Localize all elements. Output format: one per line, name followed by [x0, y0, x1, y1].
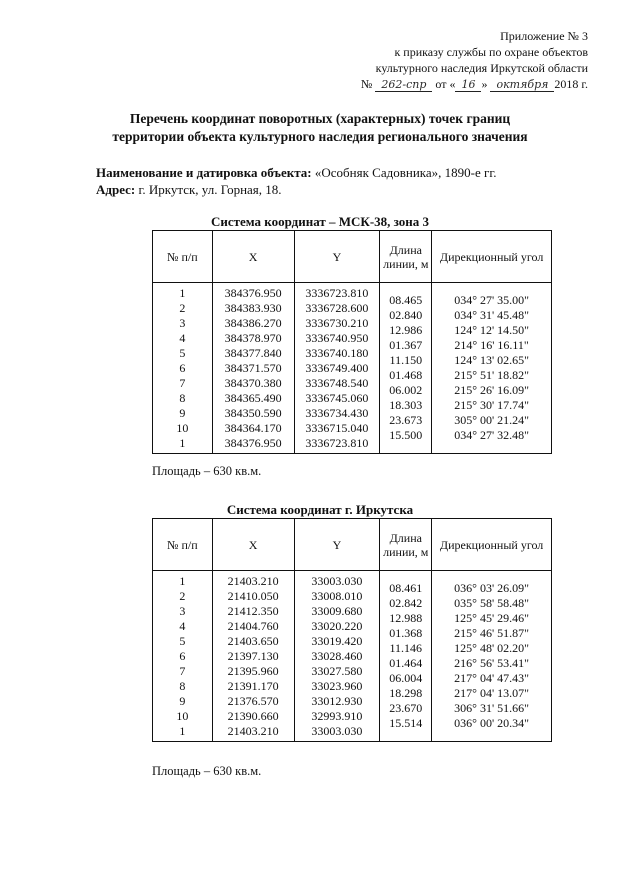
- appendix-line-3: культурного наследия Иркутской области: [375, 61, 588, 75]
- table1-header-y: Y: [294, 231, 380, 283]
- cell-value: 06.002: [389, 383, 423, 397]
- table-row: [153, 571, 552, 742]
- table1-header-angle: Дирекционный угол: [432, 231, 552, 283]
- cell-value: 384376.950: [224, 436, 282, 450]
- order-number-handwritten: 262-спр: [375, 78, 432, 92]
- cell-value: 33027.580: [311, 664, 363, 678]
- cell-value: 01.464: [389, 656, 423, 670]
- cell-value: 034° 31' 45.48": [454, 308, 530, 322]
- cell-value: 035° 58' 58.48": [454, 596, 530, 610]
- cell-value: 33023.960: [311, 679, 363, 693]
- cell-value: 384371.570: [224, 361, 282, 375]
- table2-y-column: [294, 571, 380, 742]
- object-name-line: [96, 164, 496, 181]
- cell-value: 7: [179, 376, 186, 390]
- cell-value: 10: [176, 421, 189, 435]
- cell-value: 11.150: [389, 353, 423, 367]
- cell-value: 384376.950: [224, 286, 282, 300]
- object-address-label: Адрес:: [96, 182, 136, 197]
- cell-value: 125° 48' 02.20": [454, 641, 530, 655]
- cell-value: 21403.210: [227, 574, 279, 588]
- cell-value: 12.988: [389, 611, 423, 625]
- cell-value: 02.842: [389, 596, 423, 610]
- order-date-sep: »: [481, 77, 488, 91]
- cell-value: 7: [179, 664, 186, 678]
- cell-value: 3: [179, 604, 186, 618]
- cell-value: 384383.930: [224, 301, 282, 315]
- table1-y-column: [294, 283, 380, 454]
- cell-value: 2: [179, 589, 186, 603]
- object-name-value: «Особняк Садовника», 1890-е гг.: [311, 165, 497, 180]
- table1-header-x: X: [212, 231, 294, 283]
- object-address-line: [96, 181, 496, 198]
- object-address-value: г. Иркутск, ул. Горная, 18.: [135, 182, 282, 197]
- cell-value: 3336748.540: [305, 376, 369, 390]
- cell-value: 3336723.810: [305, 436, 369, 450]
- table1-area: Площадь – 630 кв.м.: [152, 464, 262, 478]
- cell-value: 6: [179, 649, 186, 663]
- cell-value: 21390.660: [227, 709, 279, 723]
- cell-value: 5: [179, 634, 186, 648]
- cell-value: 036° 00' 20.34": [454, 716, 530, 730]
- cell-value: 3336730.210: [305, 316, 369, 330]
- cell-value: 215° 26' 16.09": [454, 383, 530, 397]
- cell-value: 15.514: [389, 716, 423, 730]
- cell-value: 4: [179, 619, 186, 633]
- cell-value: 32993.910: [311, 709, 363, 723]
- order-date-year: 2018 г.: [554, 77, 588, 91]
- cell-value: 21412.350: [227, 604, 279, 618]
- table1-header-num: № п/п: [153, 231, 213, 283]
- cell-value: 23.670: [389, 701, 423, 715]
- cell-value: 1: [179, 724, 186, 738]
- document-title-line-1: Перечень координат поворотных (характерных) точек границ: [129, 111, 511, 126]
- cell-value: 9: [179, 694, 186, 708]
- cell-value: 384378.970: [224, 331, 282, 345]
- cell-value: 10: [176, 709, 189, 723]
- document-title-line-2: территории объекта культурного наследия регионального значения: [112, 129, 528, 144]
- table1-x-column: [212, 283, 294, 454]
- cell-value: 1: [179, 436, 186, 450]
- cell-value: 306° 31' 51.66": [454, 701, 530, 715]
- cell-value: 217° 04' 47.43": [454, 671, 530, 685]
- cell-value: 18.298: [389, 686, 423, 700]
- table2-angle-column: [432, 571, 552, 742]
- table2-header-x: X: [212, 519, 294, 571]
- cell-value: 33003.030: [311, 574, 363, 588]
- cell-value: 3336723.810: [305, 286, 369, 300]
- cell-value: 1: [179, 286, 186, 300]
- order-date-prefix: от «: [435, 77, 456, 91]
- table2-caption: Система координат г. Иркутска: [226, 502, 414, 517]
- table2-coordinates: [152, 518, 552, 742]
- cell-value: 4: [179, 331, 186, 345]
- appendix-line-1: Приложение № 3: [500, 29, 588, 43]
- table2-area: Площадь – 630 кв.м.: [152, 764, 262, 778]
- cell-value: 21410.050: [227, 589, 279, 603]
- table2-header-length: Длина линии, м: [380, 519, 432, 571]
- object-name-label: Наименование и датировка объекта:: [96, 165, 312, 180]
- cell-value: 3336749.400: [305, 361, 369, 375]
- cell-value: 3336740.950: [305, 331, 369, 345]
- table1-num-column: [153, 283, 213, 454]
- table1-coordinates: [152, 230, 552, 454]
- cell-value: 124° 12' 14.50": [454, 323, 530, 337]
- cell-value: 33020.220: [311, 619, 363, 633]
- cell-value: 3336728.600: [305, 301, 369, 315]
- cell-value: 3: [179, 316, 186, 330]
- cell-value: 21403.650: [227, 634, 279, 648]
- cell-value: 21395.960: [227, 664, 279, 678]
- cell-value: 18.303: [389, 398, 423, 412]
- cell-value: 215° 30' 17.74": [454, 398, 530, 412]
- order-number-line: [361, 76, 588, 93]
- document-title: [0, 110, 640, 146]
- cell-value: 3336734.430: [305, 406, 369, 420]
- object-info: [96, 164, 496, 198]
- cell-value: 215° 46' 51.87": [454, 626, 530, 640]
- table-row: [153, 283, 552, 454]
- cell-value: 216° 56' 53.41": [454, 656, 530, 670]
- cell-value: 3336745.060: [305, 391, 369, 405]
- order-date-month: октября: [490, 78, 554, 92]
- order-date-day: 16: [455, 78, 481, 92]
- cell-value: 33019.420: [311, 634, 363, 648]
- cell-value: 33009.680: [311, 604, 363, 618]
- cell-value: 036° 03' 26.09": [454, 581, 530, 595]
- cell-value: 21403.210: [227, 724, 279, 738]
- cell-value: 02.840: [389, 308, 423, 322]
- cell-value: 217° 04' 13.07": [454, 686, 530, 700]
- cell-value: 23.673: [389, 413, 423, 427]
- cell-value: 384377.840: [224, 346, 282, 360]
- cell-value: 5: [179, 346, 186, 360]
- cell-value: 124° 13' 02.65": [454, 353, 530, 367]
- cell-value: 034° 27' 32.48": [454, 428, 530, 442]
- cell-value: 08.465: [389, 293, 423, 307]
- cell-value: 215° 51' 18.82": [454, 368, 530, 382]
- cell-value: 305° 00' 21.24": [454, 413, 530, 427]
- appendix-line-2: к приказу службы по охране объектов: [394, 45, 588, 59]
- cell-value: 384364.170: [224, 421, 282, 435]
- cell-value: 33008.010: [311, 589, 363, 603]
- cell-value: 1: [179, 574, 186, 588]
- cell-value: 12.986: [389, 323, 423, 337]
- table1-length-column: [380, 283, 432, 454]
- cell-value: 08.461: [389, 581, 423, 595]
- cell-value: 384386.270: [224, 316, 282, 330]
- cell-value: 01.368: [389, 626, 423, 640]
- cell-value: 034° 27' 35.00": [454, 293, 530, 307]
- cell-value: 9: [179, 406, 186, 420]
- table2-length-column: [380, 571, 432, 742]
- cell-value: 01.468: [389, 368, 423, 382]
- table2-header-num: № п/п: [153, 519, 213, 571]
- cell-value: 21404.760: [227, 619, 279, 633]
- cell-value: 125° 45' 29.46": [454, 611, 530, 625]
- cell-value: 06.004: [389, 671, 423, 685]
- table1-angle-column: [432, 283, 552, 454]
- cell-value: 15.500: [389, 428, 423, 442]
- cell-value: 21397.130: [227, 649, 279, 663]
- cell-value: 21391.170: [227, 679, 279, 693]
- table2-num-column: [153, 571, 213, 742]
- order-number-prefix: №: [360, 77, 373, 91]
- cell-value: 8: [179, 391, 186, 405]
- cell-value: 384350.590: [224, 406, 282, 420]
- cell-value: 3336715.040: [305, 421, 369, 435]
- table2-header-angle: Дирекционный угол: [432, 519, 552, 571]
- table2-header-y: Y: [294, 519, 380, 571]
- cell-value: 8: [179, 679, 186, 693]
- appendix-header: [361, 28, 588, 93]
- table1-caption: Система координат – МСК-38, зона 3: [210, 214, 430, 229]
- cell-value: 33012.930: [311, 694, 363, 708]
- cell-value: 01.367: [389, 338, 423, 352]
- cell-value: 3336740.180: [305, 346, 369, 360]
- cell-value: 11.146: [389, 641, 423, 655]
- cell-value: 384370.380: [224, 376, 282, 390]
- cell-value: 33003.030: [311, 724, 363, 738]
- cell-value: 2: [179, 301, 186, 315]
- cell-value: 6: [179, 361, 186, 375]
- table2-x-column: [212, 571, 294, 742]
- table1-header-length: Длина линии, м: [380, 231, 432, 283]
- cell-value: 21376.570: [227, 694, 279, 708]
- cell-value: 214° 16' 16.11": [454, 338, 529, 352]
- cell-value: 384365.490: [224, 391, 282, 405]
- cell-value: 33028.460: [311, 649, 363, 663]
